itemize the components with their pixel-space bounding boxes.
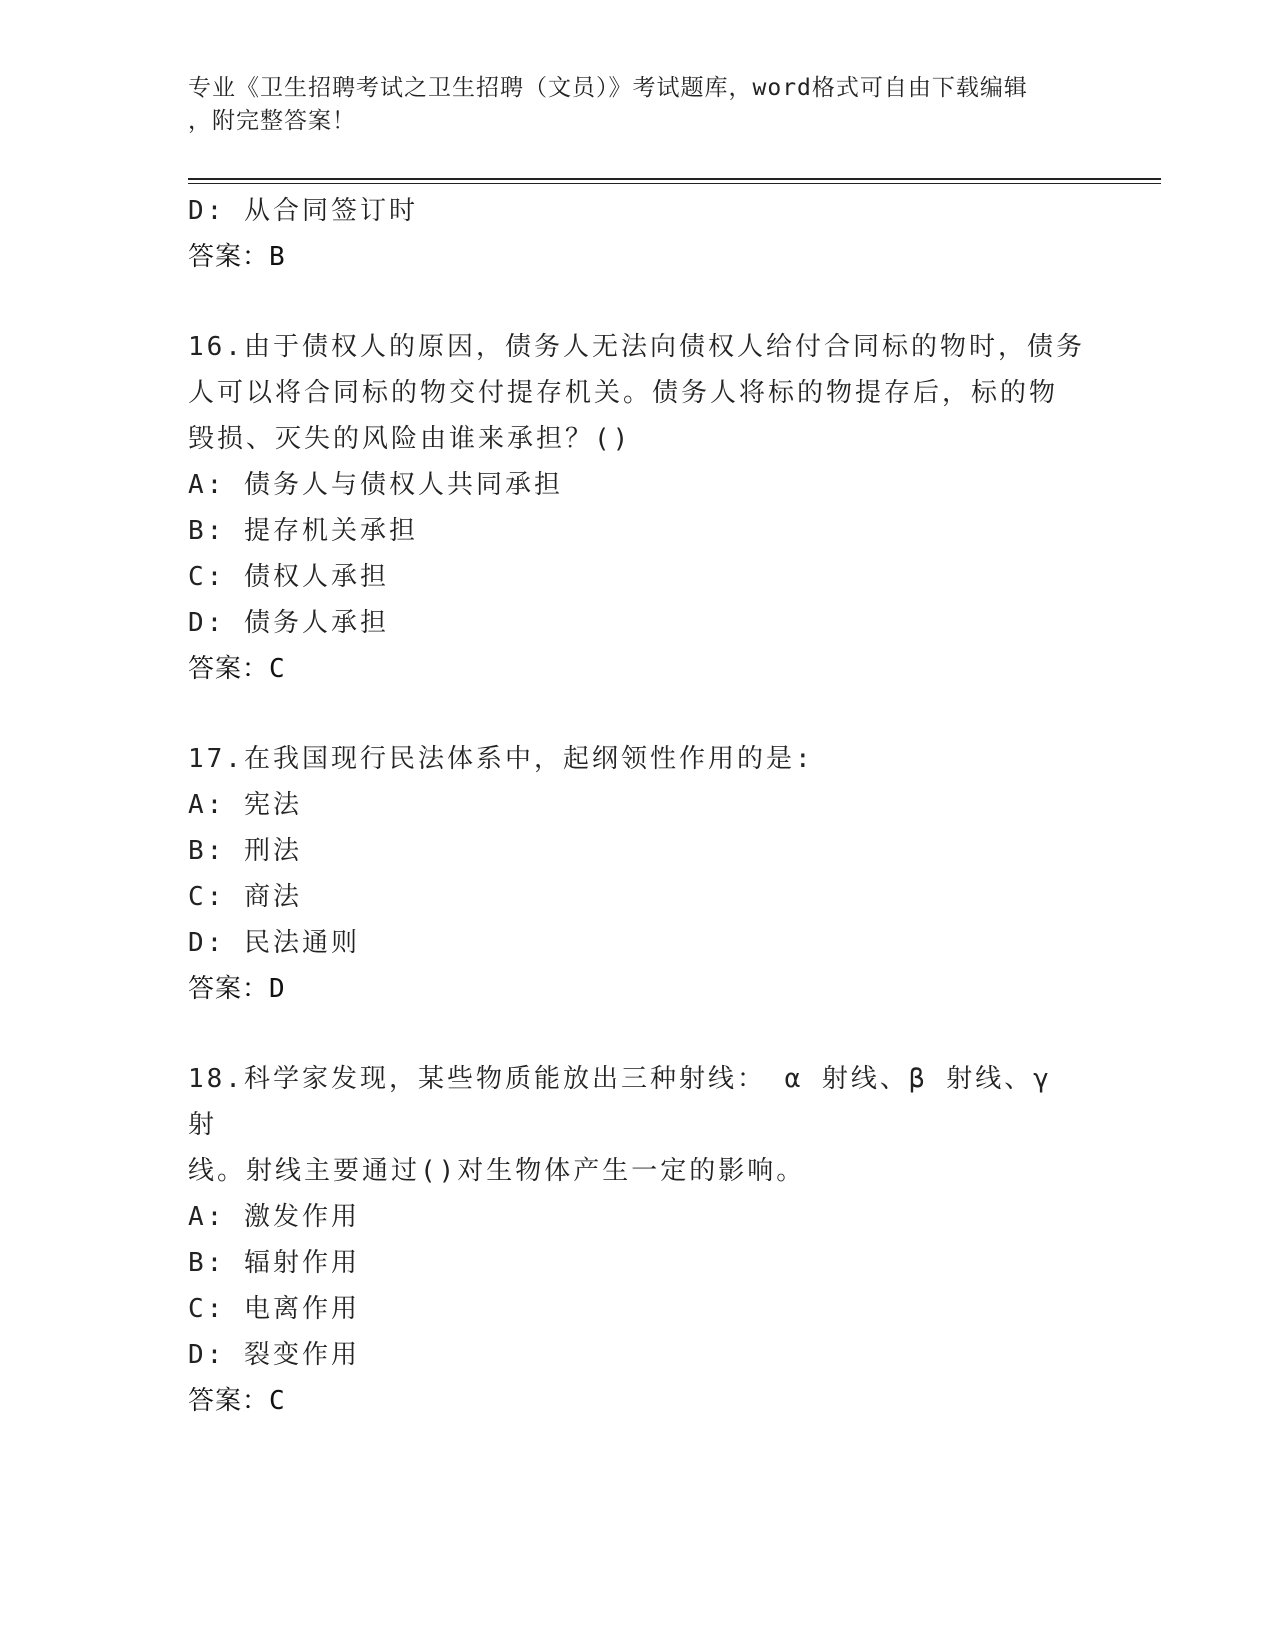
option-b: B: 刑法 xyxy=(188,836,302,866)
previous-question-tail xyxy=(188,188,1088,280)
option-d: D: 债务人承担 xyxy=(188,608,389,638)
spacer xyxy=(188,1012,1088,1056)
answer-value: C xyxy=(269,1386,286,1416)
answer-label: 答案： xyxy=(188,974,270,1004)
option-a: A: 激发作用 xyxy=(188,1202,360,1232)
option-d: D: 从合同签订时 xyxy=(188,196,418,226)
question-text-line: 人可以将合同标的物交付提存机关。债务人将标的物提存后，标的物 xyxy=(188,378,1059,408)
question-list xyxy=(188,188,1088,1424)
answer-label: 答案： xyxy=(188,654,270,684)
header-line-2: ，附完整答案！ xyxy=(188,108,356,134)
spacer xyxy=(188,280,1088,324)
option-b: B: 提存机关承担 xyxy=(188,516,418,546)
answer-line xyxy=(188,1378,1088,1424)
option-a: A: 债务人与债权人共同承担 xyxy=(188,470,563,500)
option-b: B: 辐射作用 xyxy=(188,1248,360,1278)
answer-value: B xyxy=(269,242,286,272)
option-c: C: 债权人承担 xyxy=(188,562,389,592)
option-a: A: 宪法 xyxy=(188,790,302,820)
answer-value: D xyxy=(269,974,286,1004)
question-text xyxy=(188,736,1088,782)
question-text xyxy=(188,1056,1088,1194)
question-text-line: 18.科学家发现，某些物质能放出三种射线： α 射线、β 射线、γ 射 xyxy=(188,1064,1052,1140)
answer-label: 答案： xyxy=(188,242,270,272)
answer-line xyxy=(188,646,1088,692)
question-text xyxy=(188,324,1088,462)
answer-line xyxy=(188,966,1088,1012)
answer-label: 答案： xyxy=(188,1386,270,1416)
option-c: C: 商法 xyxy=(188,882,302,912)
option-d: D: 民法通则 xyxy=(188,928,360,958)
question-text-line: 线。射线主要通过()对生物体产生一定的影响。 xyxy=(188,1156,806,1186)
answer-line xyxy=(188,234,1088,280)
question-block-17 xyxy=(188,736,1088,1012)
question-text-line: 17.在我国现行民法体系中，起纲领性作用的是: xyxy=(188,744,814,774)
page-header xyxy=(188,72,1088,138)
question-block-18 xyxy=(188,1056,1088,1424)
question-text-line: 16.由于债权人的原因，债务人无法向债权人给付合同标的物时，债务 xyxy=(188,332,1085,362)
option-d: D: 裂变作用 xyxy=(188,1340,360,1370)
question-block-16 xyxy=(188,324,1088,692)
question-text-line: 毁损、灭失的风险由谁来承担？() xyxy=(188,424,632,454)
header-divider xyxy=(188,178,1161,184)
header-line-1: 专业《卫生招聘考试之卫生招聘（文员）》考试题库，word格式可自由下载编辑 xyxy=(188,75,1028,101)
spacer xyxy=(188,692,1088,736)
answer-value: C xyxy=(269,654,286,684)
option-c: C: 电离作用 xyxy=(188,1294,360,1324)
